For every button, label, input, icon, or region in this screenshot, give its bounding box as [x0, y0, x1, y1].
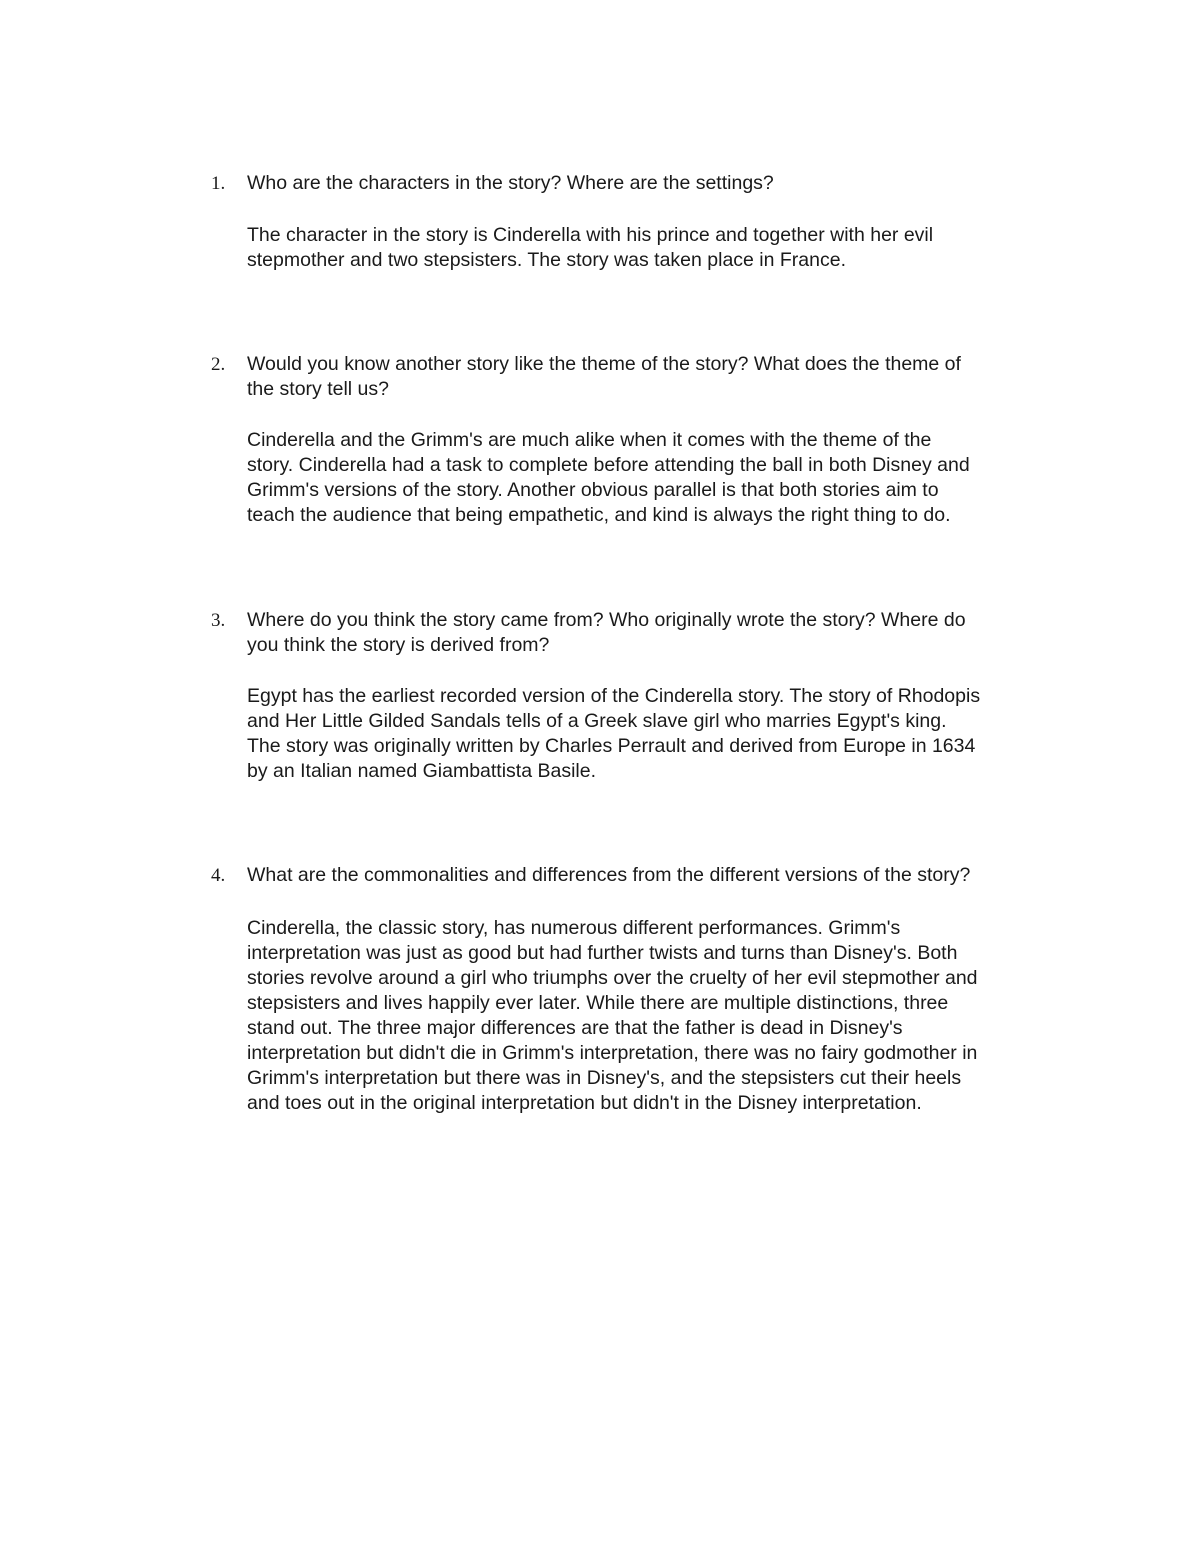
- answer-line: The character in the story is Cinderella with his prince and together with her evil: [247, 224, 934, 246]
- answer-line: stand out. The three major differences are that the father is dead in Disney's: [247, 1017, 903, 1039]
- answer-text: [247, 684, 1077, 784]
- item-number: 1.: [211, 173, 226, 194]
- answer-line: by an Italian named Giambattista Basile.: [247, 760, 597, 782]
- question-line: you think the story is derived from?: [247, 634, 550, 656]
- answer-line: teach the audience that being empathetic, and kind is always the right thing to do.: [247, 504, 951, 526]
- answer-text: [247, 223, 1077, 273]
- answer-line: Cinderella and the Grimm's are much alike when it comes with the theme of the: [247, 429, 932, 451]
- answer-text: [247, 916, 1077, 1116]
- answer-line: and Her Little Gilded Sandals tells of a Greek slave girl who marries Egypt's king.: [247, 710, 947, 732]
- answer-line: interpretation but didn't die in Grimm's interpretation, there was no fairy godmother in: [247, 1042, 978, 1064]
- question-line: What are the commonalities and differences from the different versions of the story?: [247, 864, 971, 886]
- answer-line: Grimm's versions of the story. Another obvious parallel is that both stories aim to: [247, 479, 939, 501]
- answer-line: Cinderella, the classic story, has numerous different performances. Grimm's: [247, 917, 901, 939]
- answer-line: The story was originally written by Charles Perrault and derived from Europe in 1634: [247, 735, 976, 757]
- answer-line: interpretation was just as good but had further twists and turns than Disney's. Both: [247, 942, 958, 964]
- answer-line: stories revolve around a girl who triumphs over the cruelty of her evil stepmother and: [247, 967, 978, 989]
- question-text: [247, 352, 1077, 402]
- question-line: Where do you think the story came from? Who originally wrote the story? Where do: [247, 609, 966, 631]
- item-number: 2.: [211, 354, 226, 375]
- question-line: Would you know another story like the theme of the story? What does the theme of: [247, 353, 961, 375]
- question-text: [247, 608, 1077, 658]
- answer-line: stepmother and two stepsisters. The story was taken place in France.: [247, 249, 847, 271]
- question-line: Who are the characters in the story? Where are the settings?: [247, 172, 774, 194]
- answer-line: story. Cinderella had a task to complete before attending the ball in both Disney and: [247, 454, 970, 476]
- question-text: [247, 171, 1077, 196]
- answer-line: Egypt has the earliest recorded version of the Cinderella story. The story of Rhodopis: [247, 685, 981, 707]
- question-text: [247, 863, 1077, 888]
- question-line: the story tell us?: [247, 378, 389, 400]
- item-number: 3.: [211, 610, 226, 631]
- answer-line: Grimm's interpretation but there was in Disney's, and the stepsisters cut their heels: [247, 1067, 962, 1089]
- answer-line: stepsisters and lives happily ever later. While there are multiple distinctions, three: [247, 992, 949, 1014]
- item-number: 4.: [211, 865, 226, 886]
- answer-text: [247, 428, 1077, 528]
- answer-line: and toes out in the original interpretation but didn't in the Disney interpretation.: [247, 1092, 922, 1114]
